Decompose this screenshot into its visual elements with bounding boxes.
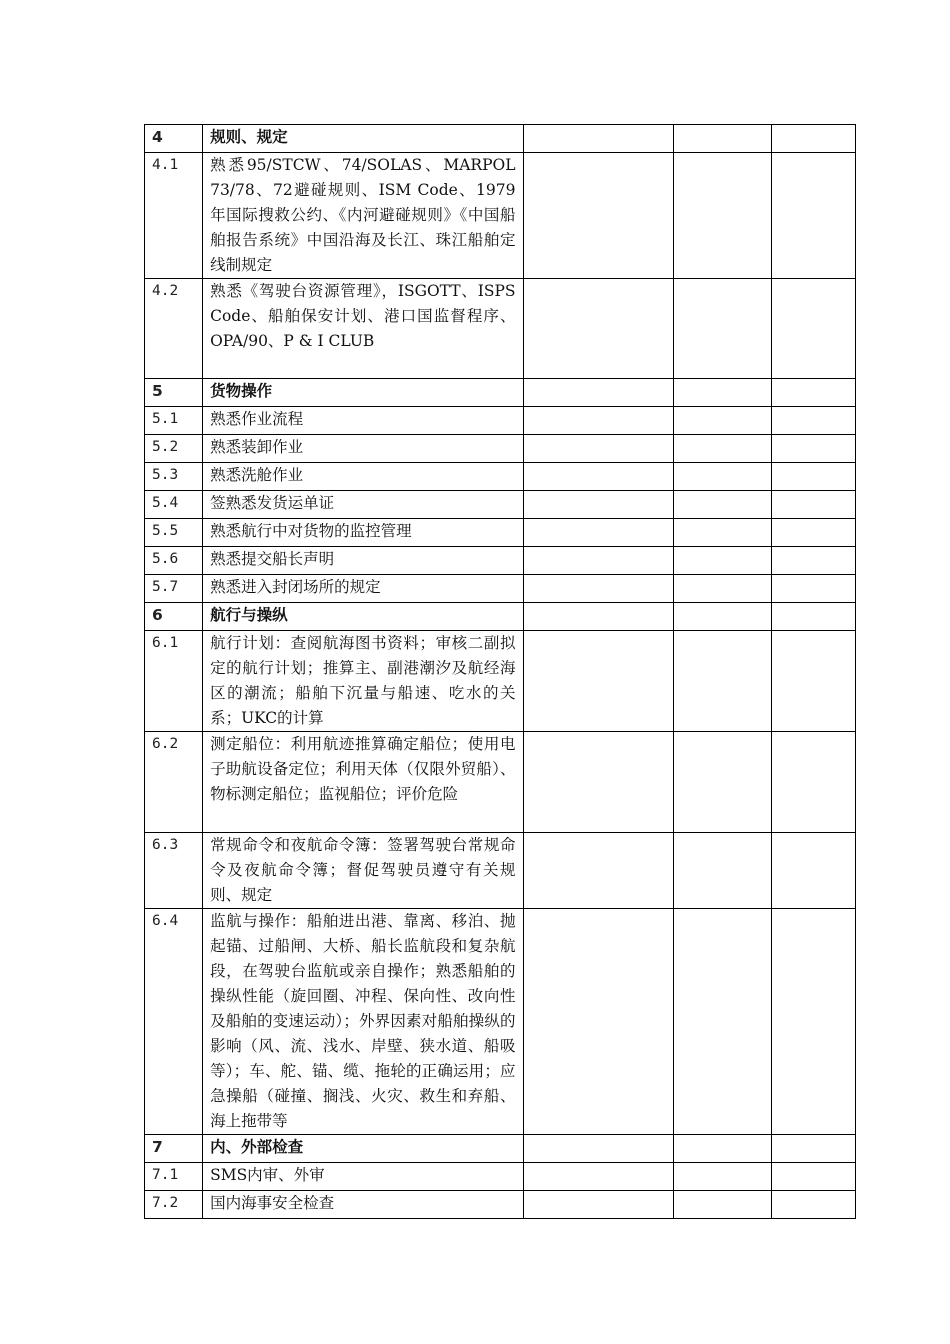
item-description: 熟悉进入封闭场所的规定 — [203, 575, 523, 603]
blank-cell-c — [771, 547, 855, 575]
blank-cell-c — [771, 491, 855, 519]
section-row — [145, 379, 856, 407]
section-row — [145, 1135, 856, 1163]
item-number: 6.1 — [145, 631, 203, 732]
blank-cell-b — [673, 603, 771, 631]
table-row — [145, 732, 856, 833]
checklist-table — [144, 124, 856, 1219]
item-description: 熟悉洗舱作业 — [203, 463, 523, 491]
item-description: 熟悉航行中对货物的监控管理 — [203, 519, 523, 547]
blank-cell-c — [771, 463, 855, 491]
item-description: 测定船位：利用航迹推算确定船位；使用电子助航设备定位；利用天体（仅限外贸船）、物标测定船位；监视船位；评价危险 — [203, 732, 523, 833]
blank-cell-a — [523, 491, 673, 519]
blank-cell-c — [771, 603, 855, 631]
blank-cell-a — [523, 407, 673, 435]
blank-cell-b — [673, 463, 771, 491]
blank-cell-b — [673, 833, 771, 909]
blank-cell-a — [523, 603, 673, 631]
item-description: 监航与操作：船舶进出港、靠离、移泊、抛起锚、过船闸、大桥、船长监航段和复杂航段，在驾驶台监航或亲自操作；熟悉船舶的操纵性能（旋回圈、冲程、保向性、改向性及船舶的变速运动）；外界因素对船舶操纵的影响（风、流、浅水、岸壁、狭水道、船吸等）；车、舵、锚、缆、拖轮的正确运用；应急操船（碰撞、搁浅、火灾、救生和弃船、海上拖带等 — [203, 909, 523, 1135]
item-number: 6.2 — [145, 732, 203, 833]
item-description: 熟悉作业流程 — [203, 407, 523, 435]
blank-cell-a — [523, 833, 673, 909]
table-row — [145, 153, 856, 279]
blank-cell-b — [673, 575, 771, 603]
item-number: 5.7 — [145, 575, 203, 603]
blank-cell-a — [523, 1135, 673, 1163]
table-row — [145, 279, 856, 379]
blank-cell-b — [673, 631, 771, 732]
blank-cell-c — [771, 1191, 855, 1219]
blank-cell-c — [771, 435, 855, 463]
item-number: 5.4 — [145, 491, 203, 519]
item-description: 熟悉提交船长声明 — [203, 547, 523, 575]
blank-cell-c — [771, 279, 855, 379]
blank-cell-a — [523, 631, 673, 732]
item-number: 4.2 — [145, 279, 203, 379]
blank-cell-a — [523, 279, 673, 379]
item-number: 7 — [145, 1135, 203, 1163]
blank-cell-c — [771, 1135, 855, 1163]
blank-cell-a — [523, 125, 673, 153]
item-description: 熟悉95/STCW、74/SOLAS、MARPOL 73/78、72避碰规则、ISM Code、1979年国际搜救公约、《内河避碰规则》《中国船舶报告系统》中国沿海及长江、珠江船舶定线制规定 — [203, 153, 523, 279]
blank-cell-b — [673, 125, 771, 153]
blank-cell-c — [771, 407, 855, 435]
table-row — [145, 1163, 856, 1191]
blank-cell-a — [523, 153, 673, 279]
blank-cell-c — [771, 909, 855, 1135]
item-description: 熟悉装卸作业 — [203, 435, 523, 463]
blank-cell-c — [771, 575, 855, 603]
blank-cell-a — [523, 732, 673, 833]
blank-cell-c — [771, 519, 855, 547]
item-description: 规则、规定 — [203, 125, 523, 153]
blank-cell-a — [523, 435, 673, 463]
item-number: 5.1 — [145, 407, 203, 435]
item-number: 4.1 — [145, 153, 203, 279]
blank-cell-a — [523, 909, 673, 1135]
blank-cell-c — [771, 125, 855, 153]
table-row — [145, 491, 856, 519]
item-description: 航行与操纵 — [203, 603, 523, 631]
blank-cell-a — [523, 1163, 673, 1191]
checklist-body — [145, 125, 856, 1219]
blank-cell-c — [771, 631, 855, 732]
item-number: 4 — [145, 125, 203, 153]
blank-cell-b — [673, 732, 771, 833]
section-row — [145, 125, 856, 153]
blank-cell-c — [771, 732, 855, 833]
table-row — [145, 833, 856, 909]
blank-cell-b — [673, 1135, 771, 1163]
blank-cell-a — [523, 575, 673, 603]
item-description: 常规命令和夜航命令簿：签署驾驶台常规命令及夜航命令簿；督促驾驶员遵守有关规则、规定 — [203, 833, 523, 909]
blank-cell-c — [771, 153, 855, 279]
blank-cell-a — [523, 547, 673, 575]
item-number: 5 — [145, 379, 203, 407]
blank-cell-b — [673, 407, 771, 435]
blank-cell-b — [673, 1163, 771, 1191]
blank-cell-b — [673, 519, 771, 547]
item-description: 航行计划：查阅航海图书资料；审核二副拟定的航行计划；推算主、副港潮汐及航经海区的潮流；船舶下沉量与船速、吃水的关系；UKC的计算 — [203, 631, 523, 732]
table-row — [145, 519, 856, 547]
item-description: 熟悉《驾驶台资源管理》，ISGOTT、ISPS Code、船舶保安计划、港口国监督程序、OPA/90、P & I CLUB — [203, 279, 523, 379]
table-row — [145, 1191, 856, 1219]
blank-cell-b — [673, 1191, 771, 1219]
blank-cell-a — [523, 1191, 673, 1219]
item-description: 国内海事安全检查 — [203, 1191, 523, 1219]
table-row — [145, 575, 856, 603]
blank-cell-a — [523, 379, 673, 407]
blank-cell-a — [523, 519, 673, 547]
blank-cell-b — [673, 435, 771, 463]
item-number: 7.2 — [145, 1191, 203, 1219]
blank-cell-c — [771, 833, 855, 909]
table-row — [145, 547, 856, 575]
item-number: 5.5 — [145, 519, 203, 547]
item-description: 签熟悉发货运单证 — [203, 491, 523, 519]
blank-cell-a — [523, 463, 673, 491]
item-number: 6.4 — [145, 909, 203, 1135]
item-description: 内、外部检查 — [203, 1135, 523, 1163]
item-number: 6 — [145, 603, 203, 631]
table-row — [145, 909, 856, 1135]
item-description: 货物操作 — [203, 379, 523, 407]
item-number: 5.2 — [145, 435, 203, 463]
item-number: 5.3 — [145, 463, 203, 491]
section-row — [145, 603, 856, 631]
blank-cell-b — [673, 547, 771, 575]
blank-cell-c — [771, 1163, 855, 1191]
blank-cell-b — [673, 153, 771, 279]
table-row — [145, 435, 856, 463]
blank-cell-b — [673, 909, 771, 1135]
blank-cell-b — [673, 379, 771, 407]
blank-cell-b — [673, 279, 771, 379]
table-row — [145, 463, 856, 491]
blank-cell-b — [673, 491, 771, 519]
item-description: SMS内审、外审 — [203, 1163, 523, 1191]
item-number: 7.1 — [145, 1163, 203, 1191]
blank-cell-c — [771, 379, 855, 407]
table-row — [145, 631, 856, 732]
item-number: 6.3 — [145, 833, 203, 909]
table-row — [145, 407, 856, 435]
item-number: 5.6 — [145, 547, 203, 575]
